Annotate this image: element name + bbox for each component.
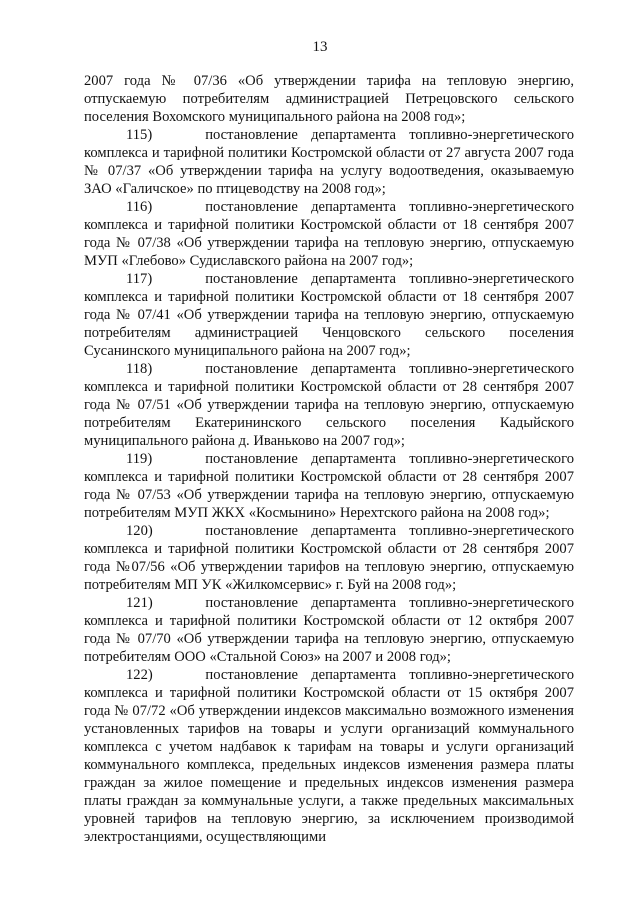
list-item-number: 118) [126,361,153,377]
continuation-paragraph: 2007 года № 07/36 «Об утверждении тарифа на тепловую энергию, отпускаемую потребителям администрацией Петрецовского сельского поселения Вохомского муниципального района на 2008 год»; [84,73,574,125]
list-item-number: 117) [126,271,153,287]
list-item-115 [84,126,574,198]
list-item-number: 115) [126,127,153,143]
list-item-text: постановление департамента топливно-энергетического комплекса и тарифной политики Костромской области от 18 сентября 2007 года № 07/41 «Об утверждении тарифа на тепловую энергию, отпускаемую потребителям администрацией Ченцовского сельского поселения Сусанинского муниципального района на 2007 год»; [84,271,574,359]
list-item-119 [84,450,574,522]
list-item-number: 116) [126,199,153,215]
list-item-121 [84,594,574,666]
list-item-number: 119) [126,451,153,467]
page-number: 13 [312,39,328,55]
list-item-text: постановление департамента топливно-энергетического комплекса и тарифной политики Костромской области от 27 августа 2007 года № 07/37 «Об утверждении тарифа на услугу водоотведения, оказываемую ЗАО «Галичское» по птицеводству на 2008 год»; [84,127,574,197]
list-item-118 [84,360,574,450]
list-item-text: постановление департамента топливно-энергетического комплекса и тарифной политики Костромской области от 28 сентября 2007 года № 07/53 «Об утверждении тарифа на тепловую энергию, отпускаемую потребителям МУП ЖКХ «Космынино» Нерехтского района на 2008 год»; [84,451,574,521]
list-item-number: 120) [126,523,153,539]
document-body [84,72,574,846]
list-item-text: постановление департамента топливно-энергетического комплекса и тарифной политики Костромской области от 28 сентября 2007 года №07/56 «Об утверждении тарифов на тепловую энергию, отпускаемую потребителям МП УК «Жилкомсервис» г. Буй на 2008 год»; [84,523,574,593]
list-item-120 [84,522,574,594]
list-item-117 [84,270,574,360]
list-item-text: постановление департамента топливно-энергетического комплекса и тарифной политики Костромской области от 18 сентября 2007 года № 07/38 «Об утверждении тарифа на тепловую энергию, отпускаемую МУП «Глебово» Судиславского района на 2007 год»; [84,199,574,269]
list-item-text: постановление департамента топливно-энергетического комплекса и тарифной политики Костромской области от 28 сентября 2007 года № 07/51 «Об утверждении тарифа на тепловую энергию, отпускаемую потребителям Екатерининского сельского поселения Кадыйского муниципального района д. Иваньково на 2007 год»; [84,361,574,449]
list-item-number: 121) [126,595,153,611]
list-item-number: 122) [126,667,153,683]
list-item-text: постановление департамента топливно-энергетического комплекса и тарифной политики Костромской области от 15 октября 2007 года № 07/72 «Об утверждении индексов максимально возможного изменения установленных тарифов на товары и услуги организаций коммунального комплекса с учетом надбавок к тарифам на товары и услуги организаций коммунального комплекса, предельных индексов изменения размера платы граждан за жилое помещение и предельных индексов изменения размера платы граждан за коммунальные услуги, а также предельных максимальных уровней тарифов на тепловую энергию, за исключением производимой электростанциями, осуществляющими [84,667,574,845]
list-item-text: постановление департамента топливно-энергетического комплекса и тарифной политики Костромской области от 12 октября 2007 года № 07/70 «Об утверждении тарифа на тепловую энергию, отпускаемую потребителям ООО «Стальной Союз» на 2007 и 2008 год»; [84,595,574,665]
list-item-122 [84,666,574,846]
list-item-116 [84,198,574,270]
